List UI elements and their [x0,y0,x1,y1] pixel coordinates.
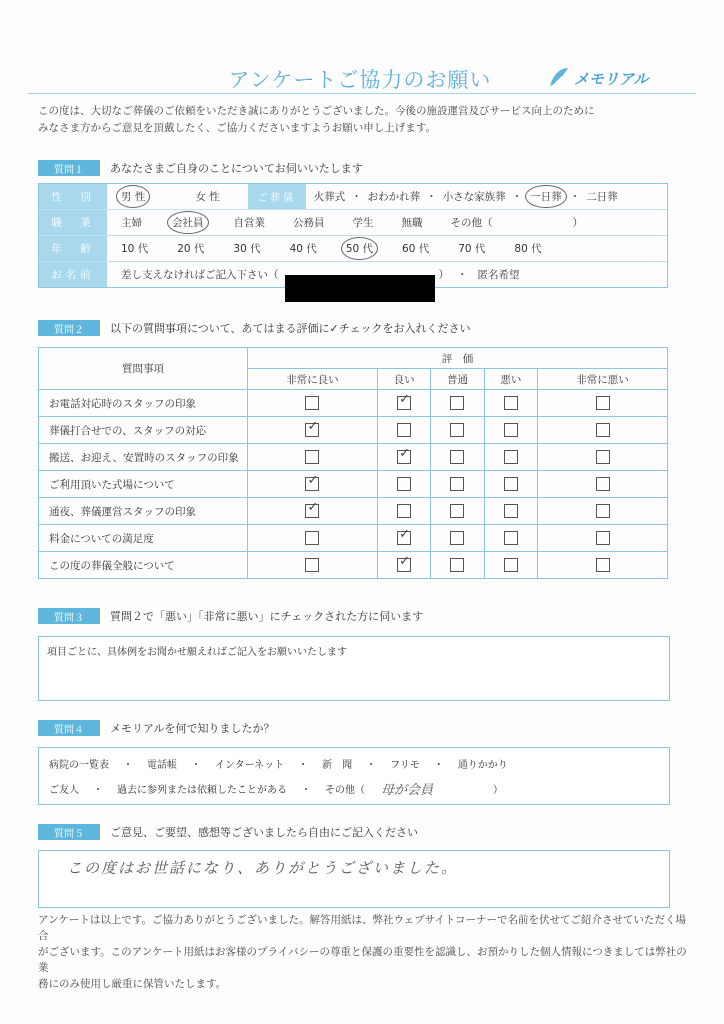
rating-cell [484,444,537,471]
leaf-logo-icon [548,66,570,90]
checkbox[interactable] [397,554,411,572]
rating-cell [431,417,484,444]
q3-heading [38,608,423,624]
level-header: 非常に良い [248,369,378,390]
checkbox[interactable] [450,558,464,572]
checkbox[interactable] [504,531,518,545]
intro-text [38,103,698,137]
q2-heading [38,320,470,336]
gender-label: 性 別 [39,184,107,209]
evaluation-table [38,347,668,579]
source-option[interactable]: 通りかかり [457,760,508,771]
rating-cell [538,471,668,498]
source-option[interactable]: インターネット [215,760,285,771]
table-row [39,471,668,498]
separator: ・ [511,191,523,203]
funeral-option-selected[interactable]: 一日葬 [530,189,562,204]
level-header: 良い [377,369,430,390]
rating-cell [484,390,537,417]
checkbox[interactable] [504,450,518,464]
checkbox[interactable] [596,504,610,518]
rating-cell [248,498,378,525]
question-item: お電話対応時のスタッフの印象 [39,390,248,417]
q4-heading [38,720,275,736]
checkbox[interactable] [305,396,319,410]
level-header: 非常に悪い [538,369,668,390]
q1-grid [38,183,668,288]
anonymous-option[interactable]: 匿名希望 [477,269,520,281]
checkbox[interactable] [397,446,411,464]
q4-options-box [38,747,670,805]
name-prompt: 差し支えなければご記入下さい（ [121,269,279,281]
rating-cell [431,471,484,498]
q4-tag: 質問４ [38,720,100,736]
rating-cell [248,390,378,417]
checkbox[interactable] [397,477,411,491]
funeral-option[interactable]: おわかれ葬 [367,191,421,203]
rating-cell [538,444,668,471]
q2-tag: 質問２ [38,320,100,336]
checkbox[interactable] [397,392,411,410]
checkbox[interactable] [596,396,610,410]
q1-heading [38,160,363,176]
age-label: 年 齢 [39,236,107,261]
checkbox[interactable] [305,450,319,464]
checkbox[interactable] [450,477,464,491]
age-option[interactable]: 60 代 [402,243,430,255]
q5-answer-box[interactable] [38,850,670,908]
source-option[interactable]: 新 聞 [322,760,353,771]
checkbox[interactable] [397,504,411,518]
separator: ・ [426,191,437,203]
rating-cell [538,390,668,417]
funeral-option[interactable]: 二日葬 [586,191,618,203]
q5-text: ご意見、ご要望、感想等ございましたら自由にご記入ください [110,826,418,839]
table-row [39,390,668,417]
question-item: 葬儀打合せでの、スタッフの対応 [39,417,248,444]
level-header: 悪い [484,369,537,390]
job-option-selected[interactable]: 会社員 [172,215,204,230]
rating-cell [431,525,484,552]
rating-cell [248,444,378,471]
job-option-other[interactable]: その他（ [450,217,493,229]
funeral-option[interactable]: 火葬式 [313,191,346,203]
title-divider [28,93,696,94]
q1-text: あなたさまご自身のことについてお伺いいたします [110,162,363,175]
age-option[interactable]: 20 代 [177,243,205,255]
table-row [39,498,668,525]
q3-text: 質問２で「悪い」「非常に悪い」にチェックされた方に伺います [110,610,424,623]
checkbox[interactable] [450,531,464,545]
intro-line: みなさま方からご意見を頂戴したく、ご協力くださいますようお願い申し上げます。 [38,122,436,134]
name-close: ） [438,269,449,281]
col-item-header: 質問事項 [39,348,248,390]
separator: ・ [457,269,468,281]
footer-line: アンケートは以上です。ご協力ありがとうございました。解答用紙は、弊社ウェブサイトコーナーで名前を伏せてご紹介させていただく場合 [38,914,686,942]
rating-cell [431,552,484,579]
rating-cell [377,390,430,417]
rating-cell [484,471,537,498]
rating-cell [377,498,430,525]
question-item: ご利用頂いた式場について [39,471,248,498]
checkbox[interactable] [397,527,411,545]
funeral-option[interactable]: 小さな家族葬 [442,191,506,203]
source-option[interactable]: その他（ [325,785,365,796]
separator: ・ [93,785,103,796]
q3-tag: 質問３ [38,608,100,624]
separator: ・ [123,760,133,771]
source-option[interactable]: フリモ [390,760,420,771]
page-title: アンケートご協力のお願い [228,68,492,92]
rating-cell [538,417,668,444]
age-option-selected[interactable]: 50 代 [346,241,373,256]
job-option[interactable]: 主婦 [121,217,142,229]
table-row [39,525,668,552]
rating-cell [377,444,430,471]
rating-cell [248,525,378,552]
check-mark-icon: ✓ [307,473,319,488]
col-eval-header: 評 価 [248,348,668,369]
footer-line: 務にのみ使用し厳重に保管いたします。 [38,978,227,990]
checkbox[interactable] [305,500,319,518]
checkbox[interactable] [305,531,319,545]
other-close: ） [493,785,504,796]
rating-cell [248,471,378,498]
q5-tag: 質問５ [38,824,100,840]
checkbox[interactable] [450,450,464,464]
checkbox[interactable] [596,477,610,491]
checkbox[interactable] [504,477,518,491]
footer-line: がございます。このアンケート用紙はお客様のプライバシーの尊重と保護の重要性を認識し、お預かりした個人情報につきましては弊社の業 [38,946,687,974]
separator: ・ [569,191,581,203]
source-option[interactable]: 電話帳 [147,760,177,771]
checkbox[interactable] [450,396,464,410]
separator: ・ [298,760,309,771]
gender-option-male[interactable]: 男 性 [121,189,145,204]
age-option[interactable]: 70 代 [458,243,486,255]
question-item: この度の葬儀全般について [39,552,248,579]
other-answer-handwritten: 母が会員 [381,783,434,798]
age-option[interactable]: 10 代 [121,243,149,255]
checkbox[interactable] [450,423,464,437]
table-row [39,552,668,579]
table-row [39,417,668,444]
separator: ・ [366,760,377,771]
rating-cell [377,552,430,579]
rating-cell [431,498,484,525]
checkbox[interactable] [504,423,518,437]
q1-tag: 質問１ [38,160,100,176]
age-option[interactable]: 30 代 [233,243,261,255]
rating-cell [248,552,378,579]
funeral-label: ご葬儀 [248,184,306,209]
job-option[interactable]: 無職 [401,217,423,229]
job-option[interactable]: 自営業 [233,217,265,229]
redacted-name-field [285,275,435,302]
q3-box-prompt: 項目ごとに、具体例をお聞かせ願えればご記入をお願いいたします [47,647,347,658]
check-mark-icon: ✓ [399,554,410,569]
source-option[interactable]: 過去に参列または依頼したことがある [117,785,287,796]
check-mark-icon: ✓ [399,392,410,407]
age-row [39,236,667,262]
rating-cell [248,417,378,444]
q5-heading [38,824,418,840]
name-label: お名前 [39,262,107,287]
logo-text: メモリアル [574,69,649,88]
level-header: 普通 [431,369,484,390]
q5-handwritten-answer: この度はお世話になり、ありがとうございました。 [67,859,459,877]
source-option[interactable]: ご友人 [49,785,79,796]
job-label: 職 業 [39,210,107,235]
company-logo [548,62,688,94]
separator: ・ [191,760,201,771]
checkbox[interactable] [450,504,464,518]
rating-cell [484,552,537,579]
intro-line: この度は、大切なご葬儀のご依頼をいただき誠にありがとうございました。今後の施設運営及びサービス向上のために [38,105,595,117]
rating-cell [377,417,430,444]
rating-cell [538,498,668,525]
checkbox[interactable] [596,531,610,545]
checkbox[interactable] [305,558,319,572]
checkbox[interactable] [596,423,610,437]
rating-cell [484,417,537,444]
check-mark-icon: ✓ [307,500,319,515]
rating-cell [484,498,537,525]
rating-cell [484,525,537,552]
q4-text: メモリアルを何で知りましたか？ [110,722,275,735]
check-mark-icon: ✓ [399,446,410,461]
question-item: 料金についての満足度 [39,525,248,552]
job-row [39,210,667,236]
rating-cell [538,525,668,552]
check-mark-icon: ✓ [399,527,410,542]
gender-option-female[interactable]: 女 性 [195,191,220,203]
age-option[interactable]: 80 代 [514,243,542,255]
job-option-close: ） [572,217,583,229]
rating-cell [431,444,484,471]
q3-answer-box[interactable] [38,636,670,701]
question-item: 搬送、お迎え、安置時のスタッフの印象 [39,444,248,471]
q2-text: 以下の質問事項について、あてはまる評価に✓チェックをお入れください [110,322,471,335]
footer-notice [38,912,688,992]
rating-cell [377,525,430,552]
checkbox[interactable] [397,423,411,437]
separator: ・ [433,760,444,771]
rating-cell [538,552,668,579]
checkbox[interactable] [596,450,610,464]
checkbox[interactable] [504,504,518,518]
job-option[interactable]: 学生 [352,217,374,229]
question-item: 通夜、葬儀運営スタッフの印象 [39,498,248,525]
age-option[interactable]: 40 代 [289,243,317,255]
job-option[interactable]: 公務員 [293,217,325,229]
gender-row [39,184,667,210]
source-option[interactable]: 病院の一覧表 [49,760,109,771]
rating-cell [377,471,430,498]
checkbox[interactable] [504,558,518,572]
checkbox[interactable] [596,558,610,572]
check-mark-icon: ✓ [307,419,319,434]
table-row [39,444,668,471]
separator: ・ [351,191,362,203]
checkbox[interactable] [504,396,518,410]
checkbox[interactable] [305,473,319,491]
checkbox[interactable] [305,419,319,437]
separator: ・ [301,785,311,796]
rating-cell [431,390,484,417]
